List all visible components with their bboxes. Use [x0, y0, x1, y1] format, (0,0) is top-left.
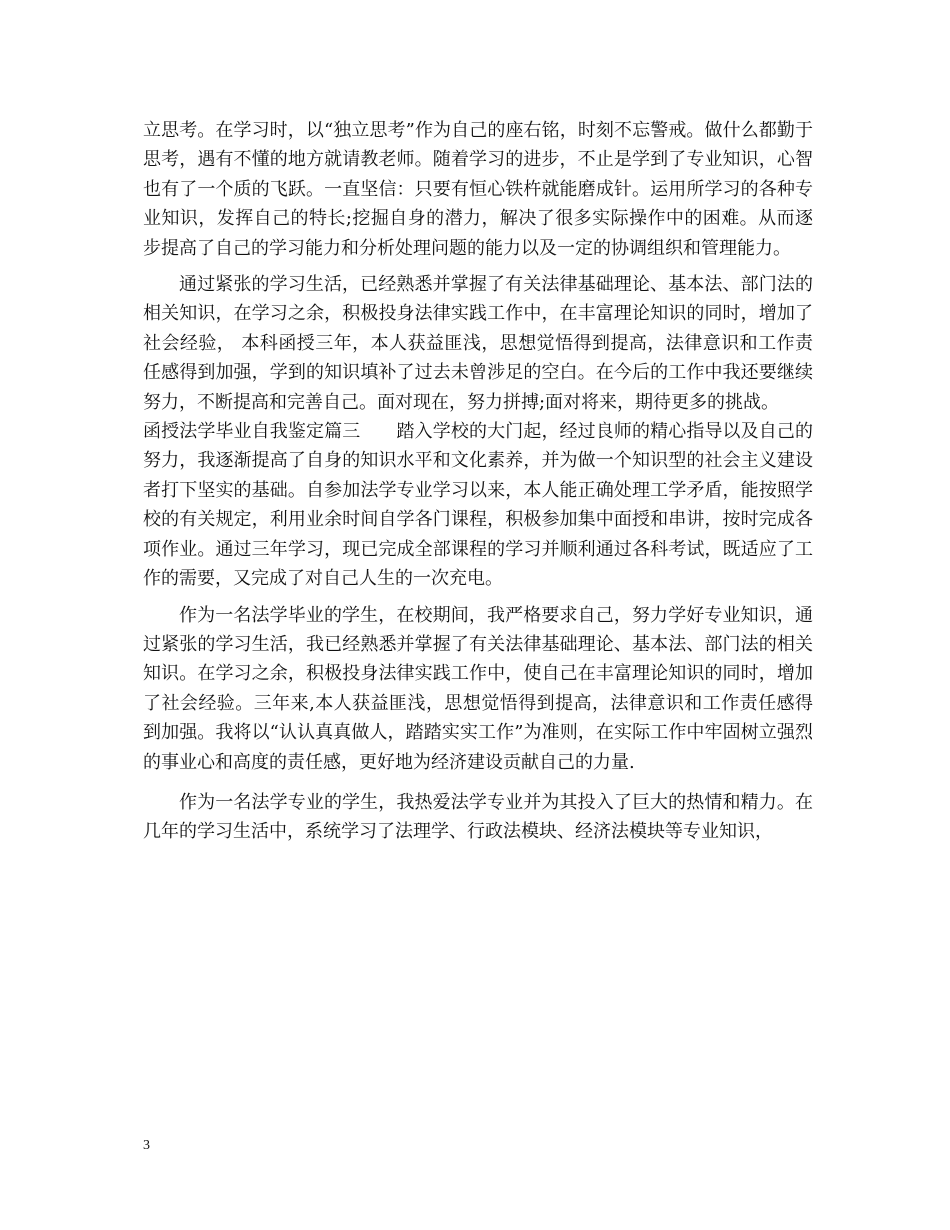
- paragraph-legal-study: 通过紧张的学习生活，已经熟悉并掌握了有关法律基础理论、基本法、部门法的相关知识，在学习之余，积极投身法律实践工作中，在丰富理论知识的同时，增加了社会经验， 本科函授三年，本人获益匪浅，思想觉悟得到提高，法律意识和工作责任感得到加强，学到的知识填补了过去未曾涉足的空白。在今后的工作中我还要继续努力，不断提高和完善自己。面对现在，努力拼搏;面对将来，期待更多的挑战。: [143, 274, 813, 413]
- paragraph-continued: 立思考。在学习时，以“独立思考”作为自己的座右铭，时刻不忘警戒。做什么都勤于思考，遇有不懂的地方就请教老师。随着学习的进步，不止是学到了专业知识，心智也有了一个质的飞跃。一直坚信：只要有恒心铁杵就能磨成针。运用所学习的各种专业知识，发挥自己的特长;挖掘自身的潜力，解决了很多实际操作中的困难。从而逐步提高了自己的学习能力和分析处理问题的能力以及一定的协调组织和管理能力。: [143, 120, 813, 259]
- paragraph-law-major: 作为一名法学专业的学生，我热爱法学专业并为其投入了巨大的热情和精力。在几年的学习生活中，系统学习了法理学、行政法模块、经济法模块等专业知识，: [143, 791, 813, 843]
- paragraph-law-graduate: 作为一名法学毕业的学生，在校期间，我严格要求自己，努力学好专业知识，通过紧张的学习生活，我已经熟悉并掌握了有关法律基础理论、基本法、部门法的相关知识。在学习之余，积极投身法律实践工作中，使自己在丰富理论知识的同时，增加了社会经验。三年来,本人获益匪浅，思想觉悟得到提高，法律意识和工作责任感得到加强。我将以“认认真真做人，踏踏实实工作”为准则，在实际工作中牢固树立强烈的事业心和高度的责任感，更好地为经济建设贡献自己的力量.: [143, 604, 813, 773]
- page-number: 3: [143, 1138, 150, 1153]
- paragraph-section-three: 函授法学毕业自我鉴定篇三 踏入学校的大门起，经过良师的精心指导以及自己的努力，我逐渐提高了自身的知识水平和文化素养，并为做一个知识型的社会主义建设者打下坚实的基础。自参加法学专业学习以来，本人能正确处理工学矛盾，能按照学校的有关规定，利用业余时间自学各门课程，积极参加集中面授和串讲，按时完成各项作业。通过三年学习，现已完成全部课程的学习并顺利通过各科考试，既适应了工作的需要，又完成了对自己人生的一次充电。: [143, 421, 813, 590]
- document-body: [143, 116, 813, 847]
